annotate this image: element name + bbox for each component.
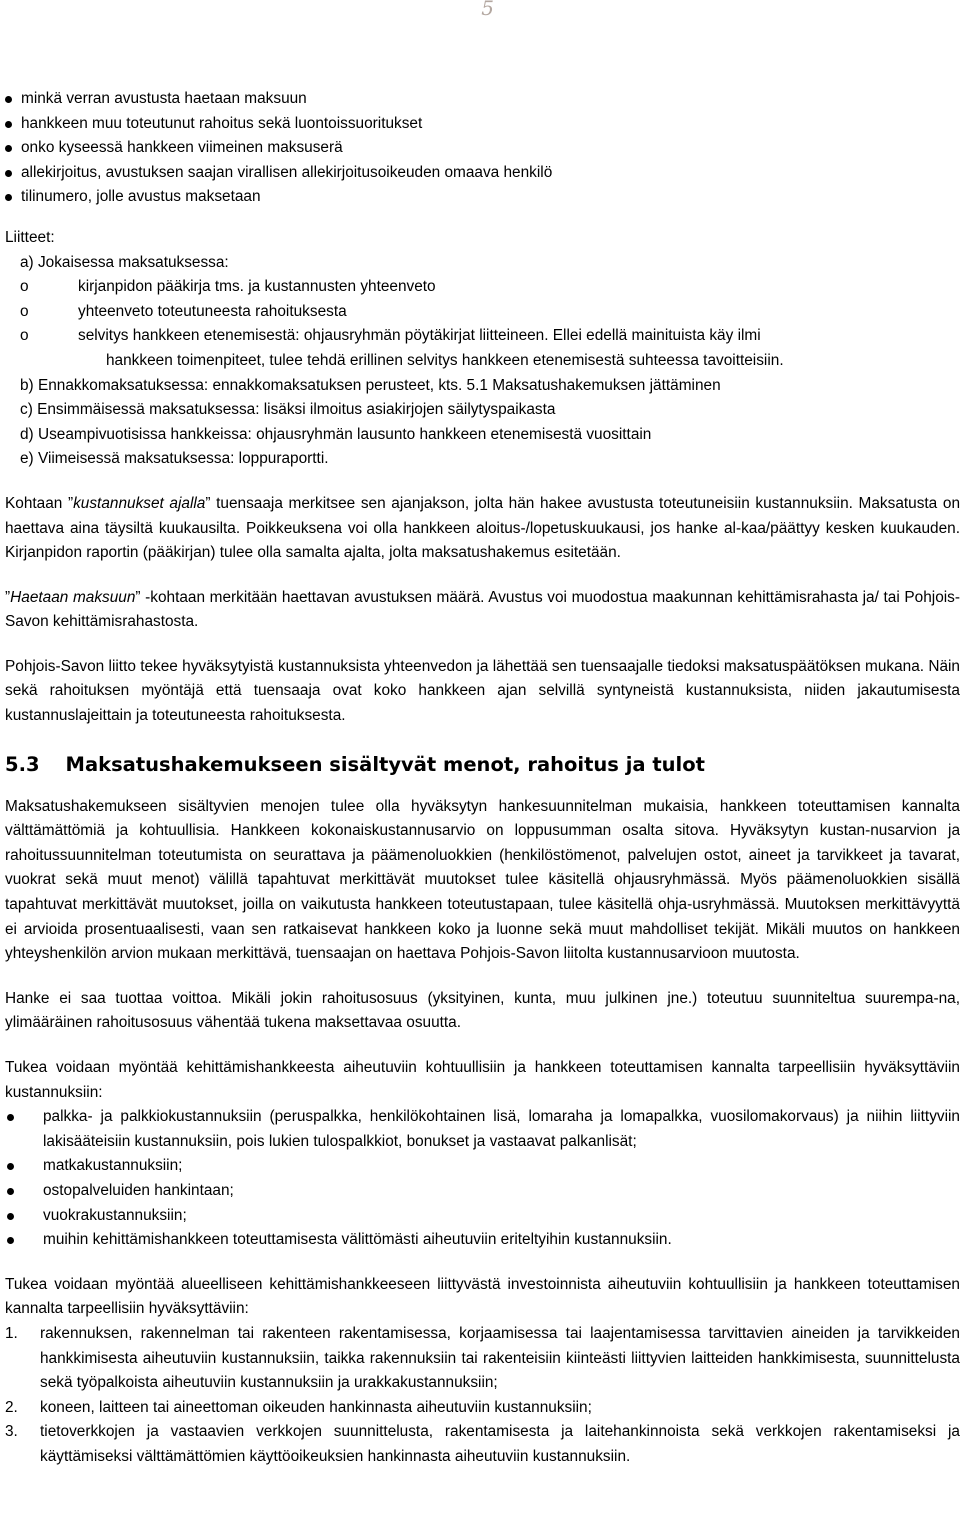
bullet-icon — [7, 1237, 14, 1244]
list-item: o yhteenveto toteutuneesta rahoituksesta — [20, 300, 960, 325]
list-item: o selvitys hankkeen etenemisestä: ohjausryhmän pöytäkirjat liitteineen. Ellei edellä mainituista käy ilmi — [20, 324, 960, 349]
list-item: muihin kehittämishankkeen toteuttamisesta välittömästi aiheutuviin eriteltyihin kustannuksiin. — [5, 1228, 960, 1253]
list-item: 2. koneen, laitteen tai aineettoman oikeuden hankinnasta aiheutuviin kustannuksiin; — [5, 1396, 960, 1421]
section-heading — [5, 751, 960, 779]
circle-bullet-icon: o — [20, 327, 29, 345]
bullet-icon — [7, 1188, 14, 1195]
list-item: 1. rakennuksen, rakennelman tai rakenteen rakentamisessa, korjaamisessa tai laajentamisessa tarvittavien aineiden ja tarvikkeiden hankkimisesta aiheutuviin kustannuksiin, taikka rakennuksiin tai rakenteisiin kiinteästi liittyvien laitteiden hankkimisesta, suunnittelusta sekä työpalkoista aiheutuviin kustannuksiin ja urakkakustannuksiin; — [5, 1322, 960, 1396]
list-item: tilinumero, jolle avustus maksetaan — [5, 185, 960, 210]
list-item: onko kyseessä hankkeen viimeinen maksuserä — [5, 136, 960, 161]
bullet-icon — [7, 1213, 14, 1220]
document-body — [5, 87, 960, 1470]
circle-bullet-icon: o — [20, 302, 29, 320]
paragraph-menot: Maksatushakemukseen sisältyvien menojen tulee olla hyväksytyn hankesuunnitelman mukaisia, hankkeen toteuttamisen kannalta välttämättömiä ja kohtuullisia. Hankkeen kokonaiskustannusarvio on loppusumman osalta sitova. Hyväksytyn kustan-nusarvion ja rahoitussuunnitelman toteutumista on seurattava ja päämenoluokkien (henkilöstömenot, palvelujen ostot, aineet ja tarvikkeet ja tavarat, vuokrat sekä muut menot) välillä tapahtuvat merkittävät muutokset tulee käsitellä ohjausryhmässä. Myös päämenoluokkien sisällä tapahtuvat merkittävät muutokset, joilla on vaikutusta hankkeen toteutustapaan, tulee käsitellä ohja-usryhmässä. Muutoksen merkittävyyttä ei arvioida prosentuaalisesti, vaan sen ratkaisevat hankkeen koko ja luonne sekä muut mahdolliset tekijät. Mikäli muutos on hankkeen yhteyshenkilön arvion mukaan merkittävä, tuensaajan on haettava Pohjois-Savon liitolta kustannusarvioon muutosta. — [5, 797, 960, 963]
list-item: minkä verran avustusta haetaan maksuun — [5, 87, 960, 112]
section-title: Maksatushakemukseen sisältyvät menot, rahoitus ja tulot — [65, 752, 705, 776]
section-number: 5.3 — [5, 752, 40, 776]
payment-info-list — [5, 87, 960, 210]
bullet-icon — [5, 96, 12, 103]
attachments-a-label: a) Jokaisessa maksatuksessa: — [20, 253, 229, 271]
page-number: 5 — [481, 0, 494, 20]
paragraph-voitto: Hanke ei saa tuottaa voittoa. Mikäli jokin rahoitusosuus (yksityinen, kunta, muu julkinen jne.) toteutuu suunniteltua suurempa-na, ylimääräinen rahoitusosuus vähentää tukena maksettavaa osuutta. — [5, 989, 960, 1032]
item-number: 1. — [5, 1324, 18, 1342]
attachments-a-note: hankkeen toimenpiteet, tulee tehdä erillinen selvitys hankkeen etenemisestä suhteessa tavoitteisiin. — [106, 351, 784, 369]
attachments-b: b) Ennakkomaksatuksessa: ennakkomaksatuksen perusteet, kts. 5.1 Maksatushakemuksen jättäminen — [20, 376, 721, 394]
bullet-icon — [7, 1114, 14, 1121]
bullet-icon — [7, 1163, 14, 1170]
list-item: ostopalveluiden hankintaan; — [5, 1179, 960, 1204]
attachments-e: e) Viimeisessä maksatuksessa: loppuraportti. — [20, 450, 329, 468]
paragraph-haetaan: ”Haetaan maksuun” -kohtaan merkitään haettavan avustuksen määrä. Avustus voi muodostua maakunnan kehittämisrahasta ja/ tai Pohjois-Savon kehittämisrahastosta. — [5, 588, 960, 631]
list-item: vuokrakustannuksiin; — [5, 1204, 960, 1229]
bullet-icon — [5, 121, 12, 128]
paragraph-liitto: Pohjois-Savon liitto tekee hyväksytyistä kustannuksista yhteenvedon ja lähettää sen tuensaajalle tiedoksi maksatuspäätöksen mukana. Näin sekä rahoituksen myöntäjä että tuensaaja ovat koko hankkeen ajan selvillä syntyneistä kustannuksista, niiden jakautumisesta kustannuslajeittain ja toteutuneesta rahoituksesta. — [5, 657, 960, 725]
attachments-title: Liitteet: — [5, 228, 55, 246]
list-item: palkka- ja palkkiokustannuksiin (peruspalkka, henkilökohtainen lisä, lomaraha ja lomapalkka, vuosilomakorvaus) ja niihin liittyviin lakisääteisiin kustannuksiin, pois lukien tulospalkkiot, bonukset ja vastaavat palkanlisät; — [5, 1105, 960, 1154]
list-item: o kirjanpidon pääkirja tms. ja kustannusten yhteenveto — [20, 275, 960, 300]
bullet-icon — [5, 145, 12, 152]
investment-list — [5, 1322, 960, 1470]
paragraph-tukea-1: Tukea voidaan myöntää kehittämishankkeesta aiheutuviin kohtuullisiin ja hankkeen toteuttamisen kannalta tarpeellisiin hyväksyttäviin kustannuksiin: — [5, 1059, 960, 1101]
bullet-icon — [5, 194, 12, 201]
list-item: hankkeen muu toteutunut rahoitus sekä luontoissuoritukset — [5, 112, 960, 137]
list-item: 3. tietoverkkojen ja vastaavien verkkojen suunnittelusta, rakentamisesta ja laitehankinnoista sekä verkkojen rakentamiseksi ja käyttämiseksi välttämättömien käyttöoikeuksien hankinnasta aiheutuviin kustannuksiin. — [5, 1420, 960, 1469]
item-number: 3. — [5, 1423, 18, 1441]
list-item: matkakustannuksiin; — [5, 1154, 960, 1179]
paragraph-kustannukset: Kohtaan ”kustannukset ajalla” tuensaaja merkitsee sen ajanjakson, jolta hän hakee avustusta toteutuneisiin kustannuksiin. Maksatusta on haettava aina täysiltä kuukausilta. Poikkeuksena voi olla hankkeen aloitus-/lopetuskuukausi, jos hanke al-kaa/päättyy kesken kuukauden. Kirjanpidon raportin (pääkirjan) tulee olla samalta ajalta, jolta maksatushakemus esitetään. — [5, 494, 960, 562]
item-number: 2. — [5, 1398, 18, 1416]
attachments-a-list — [20, 275, 960, 349]
emphasis-text: Haetaan maksuun — [10, 588, 136, 606]
attachments-section — [5, 226, 960, 472]
attachments-c: c) Ensimmäisessä maksatuksessa: lisäksi ilmoitus asiakirjojen säilytyspaikasta — [20, 401, 556, 419]
attachments-d: d) Useampivuotisissa hankkeissa: ohjausryhmän lausunto hankkeen etenemisestä vuosittain — [20, 425, 652, 443]
paragraph-tukea-2: Tukea voidaan myöntää alueelliseen kehittämishankkeeseen liittyvästä investoinnista aiheutuviin kohtuullisiin ja hankkeen toteuttamisen kannalta tarpeellisiin hyväksyttäviin: — [5, 1275, 960, 1318]
cost-list — [5, 1105, 960, 1253]
bullet-icon — [5, 170, 12, 177]
list-item: allekirjoitus, avustuksen saajan virallisen allekirjoitusoikeuden omaava henkilö — [5, 161, 960, 186]
emphasis-text: kustannukset ajalla — [73, 494, 206, 512]
circle-bullet-icon: o — [20, 278, 29, 296]
